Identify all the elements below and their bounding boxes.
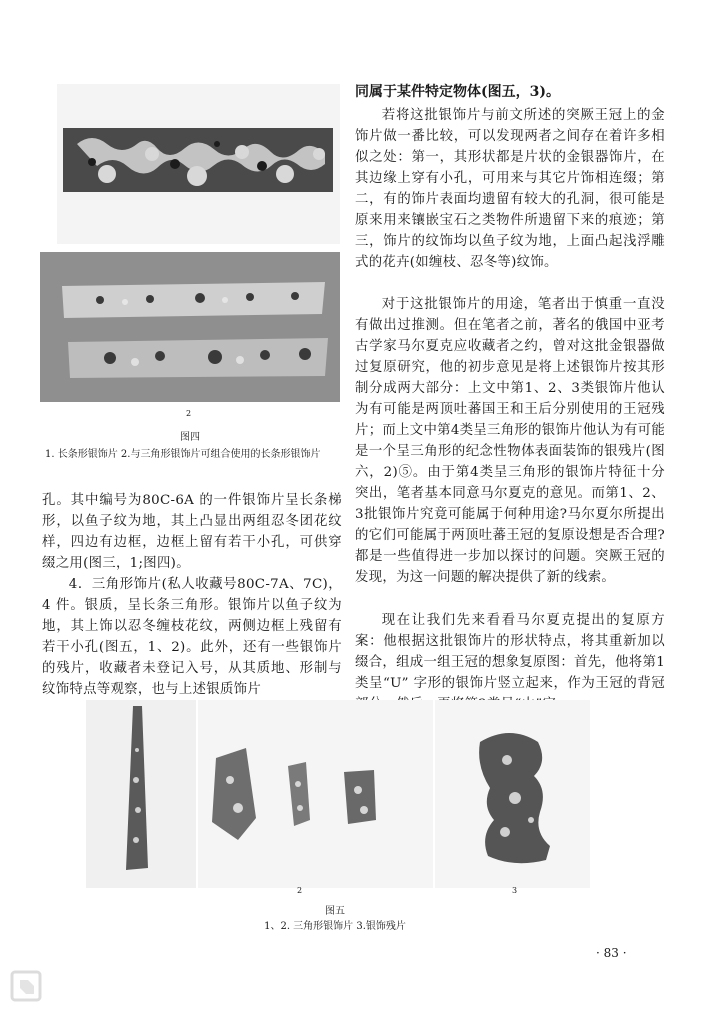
triangular-silver-fragments-image	[198, 700, 433, 888]
left-paragraph-1: 孔。其中编号为80C-6A 的一件银饰片呈长条梯形，以鱼子纹为地，其上凸显出两组忍冬团花纹样，四边有边框，边框上留有若干小孔，可供穿缀之用(图三，1;图四)。	[42, 493, 342, 571]
figure-4-title: 图四	[180, 432, 200, 443]
right-paragraph-3: 现在让我们先来看看马尔夏克提出的复原方案：他根据这批银饰片的形状特点，将其重新加以缀合，组成一组王冠的想象复原图：首先，他将第1类呈“U” 字形的银饰片竖立起来，作为王冠的背冠	[355, 613, 666, 691]
figure-5-label-3: 3	[512, 886, 518, 895]
left-paragraph-2: 4．三角形饰片(私人收藏号80C-7A、7C)，4 件。银质，呈长条三角形。银饰片以鱼子纹为地，其上饰以忍冬缠枝花纹，两侧边框上残留有若干小孔(图五，1、2)。此外，还有一些银饰片的残片，收藏者未登记入号，从其质地、形制与纹饰特点等观察，也与上述银质饰片	[42, 577, 342, 697]
figure-4-label-2: 2	[186, 409, 192, 418]
figure-4-photo-2	[40, 252, 340, 402]
silver-fragment-image	[435, 700, 590, 888]
trapezoid-strip-silver-ornaments-image	[40, 252, 340, 402]
long-strip-silver-ornament-image	[57, 84, 340, 244]
watermark-icon	[10, 970, 42, 1002]
page-number: · 83 ·	[596, 946, 627, 960]
triangular-silver-ornament-image	[86, 700, 196, 888]
figure-4-photo-1	[57, 84, 340, 244]
figure-5-photo-2	[198, 700, 433, 888]
figure-5-photo-1	[86, 700, 196, 888]
right-column-heading: 同属于某件特定物体(图五，3)。	[355, 84, 560, 100]
figure-4-caption: 1. 长条形银饰片 2.与三角形银饰片可组合使用的长条形银饰片	[45, 449, 321, 460]
figure-5-photo-3	[435, 700, 590, 888]
figure-5-label-2: 2	[297, 886, 303, 895]
figure-5-title: 图五	[325, 906, 345, 917]
right-paragraph-2: 对于这批银饰片的用途，笔者出于慎重一直没有做出过推测。但在笔者之前，著名的俄国中亚考古学家马尔夏克应收藏者之约，曾对这批金银器做过复原研究，他的初步意见是将上述银饰片按其形制分成两大部分：上文中第1、2、3类银饰片他认为有可能是两顶吐蕃国王和王后分别使用的王冠残片；而上文中第4类呈三角形的银饰片他认为有可能是一个呈三角形的纪念性物体表面装饰的银残片(图六，2)⑤。由于第4类呈三角形的银饰片特征十分突出，笔者基本同意马尔夏克的意见。而第1、2、3批银饰片究竟可能属于何种用途?马尔夏尔所提出的它们可能属于两顶吐蕃王冠的复原设想是否合理?都是一些值得进一步加以探讨的问题。突厥王冠的发现，为这一问题的解决提供了新的线索。	[355, 297, 666, 585]
right-paragraph-1: 若将这批银饰片与前文所述的突厥王冠上的金饰片做一番比较，可以发现两者之间存在着许多相似之处：第一，其形状都是片状的金银器饰片，在其边缘上穿有小孔，可用来与其它片饰相连缀；第二，有的饰片表面均遗留有较大的孔洞，很可能是原来用来镶嵌宝石之类物件所遗留下来的痕迹；第三，饰片的纹饰均以鱼子纹为地，上面凸起浅浮雕式的花卉(如缠枝、忍冬等)纹饰。	[355, 108, 665, 270]
figure-5-caption: 1、2. 三角形银饰片 3.银饰残片	[264, 921, 406, 932]
